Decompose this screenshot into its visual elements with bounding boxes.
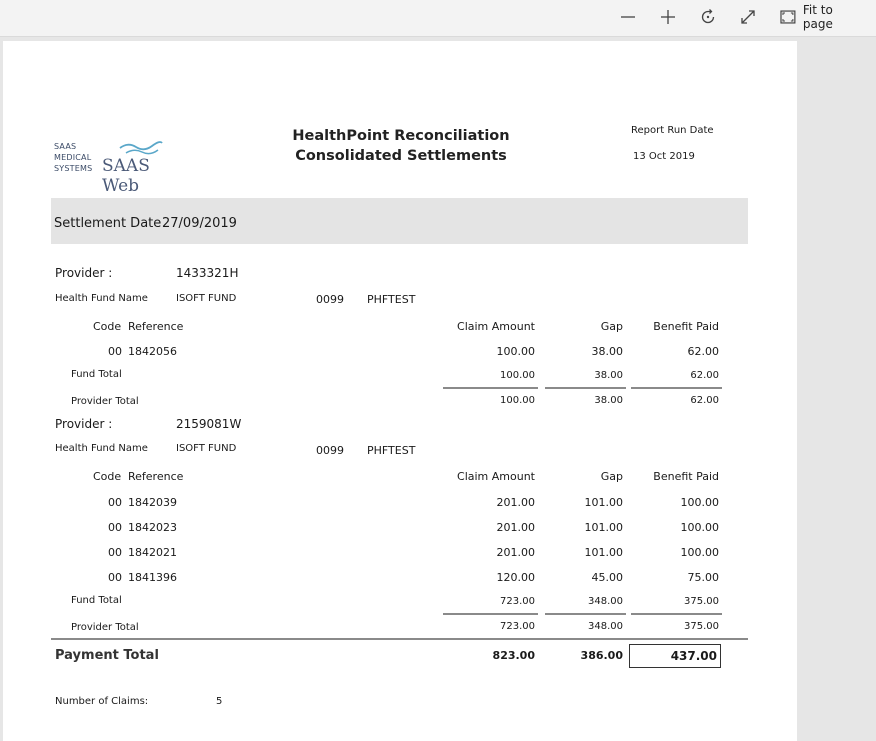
claim-gap: 38.00	[591, 345, 623, 358]
report-title-line-2: Consolidated Settlements	[295, 148, 507, 164]
claim-amount-header: Claim Amount	[457, 470, 535, 483]
provider-label: Provider :	[55, 417, 113, 431]
viewer-background	[797, 37, 876, 728]
claim-code: 00	[108, 345, 122, 358]
claim-benefit: 62.00	[687, 345, 719, 358]
fund-total-benefit: 62.00	[690, 370, 719, 381]
fund-total-label: Fund Total	[71, 595, 122, 606]
fit-page-icon	[780, 10, 796, 24]
health-fund-name: ISOFT FUND	[176, 443, 237, 454]
logo-line-1: SAAS	[54, 142, 77, 151]
claim-code: 00	[108, 496, 122, 509]
payment-total-benefit-box	[629, 644, 721, 668]
claim-amount: 100.00	[496, 345, 535, 358]
payment-total-benefit: 437.00	[670, 649, 717, 663]
total-divider	[443, 613, 538, 615]
benefit-paid-header: Benefit Paid	[653, 320, 719, 333]
expand-icon	[739, 8, 757, 26]
provider-total-label: Provider Total	[71, 622, 139, 633]
health-fund-name-label: Health Fund Name	[55, 443, 148, 454]
report-page	[3, 41, 797, 741]
report-run-date-value: 13 Oct 2019	[633, 151, 695, 162]
claim-gap: 45.00	[591, 571, 623, 584]
fund-total-label: Fund Total	[71, 369, 122, 380]
settlement-band	[51, 198, 748, 244]
payment-total-claim: 823.00	[492, 649, 535, 662]
logo-line-2: MEDICAL	[54, 153, 92, 162]
claim-gap: 101.00	[584, 546, 623, 559]
claim-reference: 1842056	[128, 345, 177, 358]
claim-gap: 101.00	[584, 496, 623, 509]
fit-to-page-label: Fit to page	[802, 3, 833, 31]
provider-id: 2159081W	[176, 417, 242, 431]
code-header: Code	[93, 320, 122, 333]
minus-icon	[619, 8, 637, 26]
report-title-line-1: HealthPoint Reconciliation	[292, 128, 510, 144]
health-fund-name-label: Health Fund Name	[55, 293, 148, 304]
provider-total-benefit: 62.00	[690, 395, 719, 406]
total-divider	[443, 387, 538, 389]
provider-id: 1433321H	[176, 266, 239, 280]
fit-to-page-button[interactable]	[780, 3, 866, 31]
payment-total-label: Payment Total	[55, 648, 159, 663]
plus-icon	[659, 8, 677, 26]
rotate-button[interactable]	[698, 6, 718, 28]
benefit-paid-header: Benefit Paid	[653, 470, 719, 483]
fund-code: 0099	[316, 444, 344, 457]
zoom-in-button[interactable]	[658, 6, 678, 28]
rotate-icon	[699, 8, 717, 26]
payment-total-gap: 386.00	[580, 649, 623, 662]
claim-amount: 201.00	[496, 546, 535, 559]
total-divider	[545, 613, 626, 615]
fund-reference: PHFTEST	[367, 293, 416, 306]
viewer-toolbar	[0, 0, 876, 37]
saas-logo	[52, 136, 188, 196]
fullscreen-button[interactable]	[738, 6, 758, 28]
provider-total-benefit: 375.00	[684, 621, 719, 632]
zoom-out-button[interactable]	[618, 6, 638, 28]
claim-amount-header: Claim Amount	[457, 320, 535, 333]
gap-header: Gap	[600, 470, 623, 483]
logo-brand: SAAS Web	[102, 156, 150, 196]
claim-amount: 201.00	[496, 496, 535, 509]
claim-benefit: 75.00	[687, 571, 719, 584]
claim-amount: 201.00	[496, 521, 535, 534]
claim-code: 00	[108, 546, 122, 559]
fund-total-gap: 38.00	[594, 370, 623, 381]
total-divider	[631, 387, 722, 389]
claim-reference: 1842039	[128, 496, 177, 509]
claim-amount: 120.00	[496, 571, 535, 584]
provider-total-claim: 100.00	[500, 395, 535, 406]
payment-total-divider	[51, 638, 748, 640]
provider-label: Provider :	[55, 266, 113, 280]
total-divider	[631, 613, 722, 615]
code-header: Code	[93, 470, 122, 483]
claim-gap: 101.00	[584, 521, 623, 534]
claim-reference: 1841396	[128, 571, 177, 584]
fund-reference: PHFTEST	[367, 444, 416, 457]
provider-total-gap: 348.00	[588, 621, 623, 632]
fund-total-claim: 723.00	[500, 596, 535, 607]
gap-header: Gap	[600, 320, 623, 333]
logo-line-3: SYSTEMS	[54, 164, 93, 173]
claim-reference: 1842023	[128, 521, 177, 534]
provider-total-claim: 723.00	[500, 621, 535, 632]
fund-total-gap: 348.00	[588, 596, 623, 607]
wave-logo-icon	[118, 138, 164, 156]
reference-header: Reference	[128, 470, 184, 483]
number-of-claims-label: Number of Claims:	[55, 696, 149, 707]
provider-total-label: Provider Total	[71, 396, 139, 407]
total-divider	[545, 387, 626, 389]
health-fund-name: ISOFT FUND	[176, 293, 237, 304]
settlement-date-label: Settlement Date	[54, 216, 162, 231]
provider-total-gap: 38.00	[594, 395, 623, 406]
number-of-claims-value: 5	[216, 696, 223, 707]
fund-code: 0099	[316, 293, 344, 306]
reference-header: Reference	[128, 320, 184, 333]
claim-code: 00	[108, 521, 122, 534]
claim-benefit: 100.00	[680, 496, 719, 509]
claim-benefit: 100.00	[680, 546, 719, 559]
claim-code: 00	[108, 571, 122, 584]
fund-total-claim: 100.00	[500, 370, 535, 381]
claim-benefit: 100.00	[680, 521, 719, 534]
claim-reference: 1842021	[128, 546, 177, 559]
fund-total-benefit: 375.00	[684, 596, 719, 607]
settlement-date-value: 27/09/2019	[162, 216, 237, 231]
report-run-date-label: Report Run Date	[631, 125, 714, 136]
